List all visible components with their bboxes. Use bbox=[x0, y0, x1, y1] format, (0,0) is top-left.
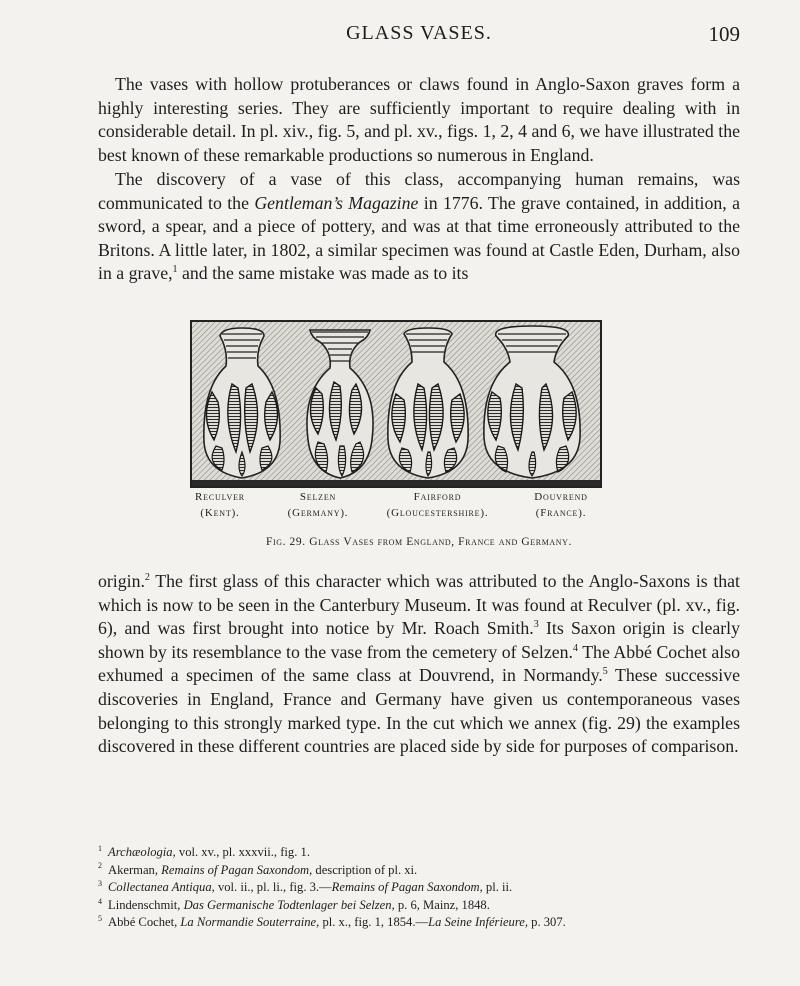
gentlemans-magazine-title: Gentleman’s Magazine bbox=[254, 192, 419, 213]
footnotes bbox=[98, 844, 740, 932]
footnote-3-title: Collectanea Antiqua, bbox=[108, 880, 215, 895]
label-douvrend-region: (France). bbox=[535, 507, 587, 519]
paragraph-2 bbox=[98, 168, 740, 286]
label-fairford-region: (Gloucestershire). bbox=[386, 507, 489, 519]
footnote-4-title: Das Germanische Todtenlager bei Selzen, bbox=[183, 897, 395, 912]
label-douvrend bbox=[512, 489, 610, 521]
paragraph-3-part-c: The Abbé Cochet also exhumed a specimen of the same class at Douvrend, in Normandy. bbox=[98, 641, 740, 686]
footnote-2 bbox=[98, 862, 740, 880]
footnote-ref-3: 3 bbox=[533, 619, 539, 631]
paragraph-3 bbox=[98, 570, 740, 759]
label-fairford bbox=[370, 489, 505, 521]
paragraph-1 bbox=[98, 73, 740, 167]
label-douvrend-place: Douvrend bbox=[534, 491, 588, 503]
footnote-2-number: 2 bbox=[98, 861, 102, 871]
footnote-5-number: 5 bbox=[98, 914, 102, 924]
footnote-5-text: pl. x., fig. 1, 1854.— bbox=[319, 915, 429, 930]
footnote-1-number: 1 bbox=[98, 843, 102, 853]
label-selzen bbox=[268, 489, 368, 521]
footnote-ref-4: 4 bbox=[572, 642, 578, 654]
paragraph-3-part-b: Its Saxon origin is clearly shown by its resemblance to the vase from the cemetery of Selzen. bbox=[98, 618, 740, 662]
page-number: 109 bbox=[708, 22, 740, 46]
paragraph-3-start: origin. bbox=[98, 571, 145, 591]
paragraph-2-text-b: in 1776. The grave contained, in addition, a sword, a spear, and a piece of pottery, and was at that time erroneously attributed to the Britons. A little later, in 1802, a similar specimen was found at Castle Eden, Durham, also in a grave, bbox=[98, 192, 740, 284]
glass-vases-engraving bbox=[190, 320, 602, 488]
footnote-ref-2: 2 bbox=[144, 572, 150, 584]
vases-illustration bbox=[192, 322, 600, 486]
paragraph-2-text-a: The discovery of a vase of this class, accompanying human remains, was communicated to the bbox=[98, 169, 740, 213]
footnote-3-number: 3 bbox=[98, 879, 102, 888]
footnote-3 bbox=[98, 879, 740, 897]
label-fairford-place: Fairford bbox=[413, 491, 462, 503]
label-reculver-place: Reculver bbox=[195, 491, 245, 503]
label-reculver bbox=[180, 489, 260, 521]
footnote-5-title: La Normandie Souterraine, bbox=[180, 915, 320, 930]
footnote-2-author: Akerman, bbox=[108, 862, 162, 877]
figure-caption: Fig. 29. Glass Vases from England, France and Germany. bbox=[265, 536, 573, 548]
footnote-3-text: vol. ii., pl. li., fig. 3.— bbox=[214, 880, 332, 895]
paragraph-3-part-a: The first glass of this character which was attributed to the Anglo-Saxons is that which is now to be seen in the Canterbury Museum. It was found at Reculver (pl. xv., fig. 6), and was first brought into notice by Mr. Roach Smith. bbox=[98, 571, 740, 639]
footnote-4-text: p. 6, Mainz, 1848. bbox=[394, 897, 490, 912]
footnote-5-text-2: p. 307. bbox=[528, 915, 566, 930]
footnote-1 bbox=[98, 844, 740, 862]
footnote-4 bbox=[98, 897, 740, 915]
label-selzen-region: (Germany). bbox=[287, 507, 349, 519]
figure-labels bbox=[180, 489, 610, 525]
paragraph-2-text-c: and the same mistake was made as to its bbox=[177, 263, 469, 284]
label-selzen-place: Selzen bbox=[299, 491, 337, 503]
footnote-5-author: Abbé Cochet, bbox=[108, 915, 181, 930]
ground-line bbox=[192, 480, 600, 486]
footnote-5 bbox=[98, 914, 740, 932]
footnote-4-number: 4 bbox=[98, 896, 102, 906]
paragraph-3-part-d: These successive discoveries in England, France and Germany have given us contemporaneous vases belonging to this strongly marked type. In the cut which we annex (fig. 29) the examples discovered in these different countries are placed side by side for purposes of comparison. bbox=[98, 665, 741, 757]
footnote-2-title: Remains of Pagan Saxondom, bbox=[161, 862, 313, 877]
paragraph-1-text: The vases with hollow protuberances or claws found in Anglo-Saxon graves form a highly interesting series. They are sufficiently important to require dealing with in considerable detail. In pl. xiv., fig. 5, and pl. xv., figs. 1, 2, 4 and 6, we have illustrated the best known of these remarkable productions so numerous in England. bbox=[98, 74, 740, 165]
footnote-4-author: Lindenschmit, bbox=[108, 897, 184, 912]
footnote-1-title: Archæologia, bbox=[108, 845, 176, 859]
footnote-5-title-2: La Seine Inférieure, bbox=[428, 915, 529, 930]
footnote-1-text: vol. xv., pl. xxxvii., fig. 1. bbox=[175, 845, 310, 859]
page-header bbox=[98, 22, 740, 52]
footnote-3-title-2: Remains of Pagan Saxondom, bbox=[331, 880, 483, 895]
footnote-ref-1: 1 bbox=[172, 264, 178, 276]
footnote-ref-5: 5 bbox=[602, 666, 608, 678]
footnote-3-text-2: pl. ii. bbox=[482, 880, 513, 895]
running-title: GLASS VASES. bbox=[346, 22, 492, 44]
footnote-2-text: description of pl. xi. bbox=[312, 862, 418, 877]
label-reculver-region: (Kent). bbox=[200, 507, 240, 519]
